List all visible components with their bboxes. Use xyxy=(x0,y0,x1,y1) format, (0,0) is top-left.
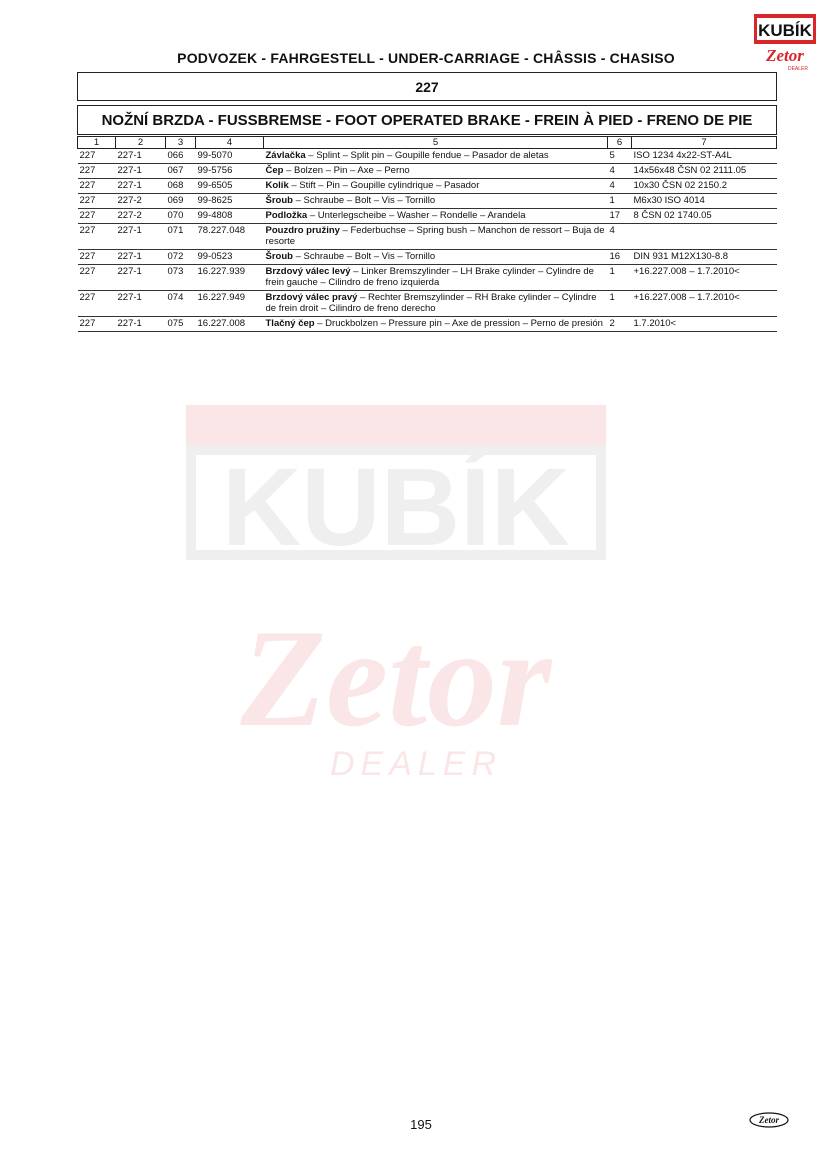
quantity-cell: 1 xyxy=(608,194,632,209)
position-cell: 071 xyxy=(166,224,196,250)
figure-cell: 227-1 xyxy=(116,164,166,179)
position-cell: 070 xyxy=(166,209,196,224)
table-row xyxy=(78,250,777,265)
column-header: 1 xyxy=(78,137,116,149)
note-cell: DIN 931 M12X130-8.8 xyxy=(632,250,777,265)
description-primary: Šroub xyxy=(265,195,293,206)
quantity-cell: 4 xyxy=(608,179,632,194)
watermark-zetor-text: Zetor xyxy=(240,601,552,756)
figure-cell: 227-1 xyxy=(116,149,166,164)
position-cell: 075 xyxy=(166,317,196,332)
subgroup-title: NOŽNÍ BRZDA - FUSSBREMSE - FOOT OPERATED BRAKE - FREIN À PIED - FRENO DE PIE xyxy=(101,111,753,129)
part-number-cell: 99-8625 xyxy=(196,194,264,209)
position-cell: 074 xyxy=(166,291,196,317)
table-row xyxy=(78,209,777,224)
note-cell: 14x56x48 ČSN 02 2111.05 xyxy=(632,164,777,179)
table-header-row xyxy=(78,137,777,149)
note-cell: 8 ČSN 02 1740.05 xyxy=(632,209,777,224)
group-cell: 227 xyxy=(78,224,116,250)
watermark-dealer-text: DEALER xyxy=(329,745,503,783)
position-cell: 069 xyxy=(166,194,196,209)
note-cell: 10x30 ČSN 02 2150.2 xyxy=(632,179,777,194)
section-title: PODVOZEK - FAHRGESTELL - UNDER-CARRIAGE - CHÂSSIS - CHASISO xyxy=(177,50,675,66)
description-primary: Kolík xyxy=(265,180,289,191)
figure-cell: 227-1 xyxy=(116,179,166,194)
figure-cell: 227-1 xyxy=(116,317,166,332)
description-cell xyxy=(264,164,608,179)
quantity-cell: 1 xyxy=(608,265,632,291)
group-cell: 227 xyxy=(78,149,116,164)
part-number-cell: 99-5070 xyxy=(196,149,264,164)
position-cell: 067 xyxy=(166,164,196,179)
table-row xyxy=(78,317,777,332)
description-translations: – Schraube – Bolt – Vis – Tornillo xyxy=(292,195,436,206)
note-cell: +16.227.008 – 1.7.2010< xyxy=(632,291,777,317)
note-cell: +16.227.008 – 1.7.2010< xyxy=(632,265,777,291)
position-cell: 073 xyxy=(166,265,196,291)
group-cell: 227 xyxy=(78,179,116,194)
group-number-box xyxy=(77,72,777,101)
table-row xyxy=(78,224,777,250)
figure-cell: 227-1 xyxy=(116,291,166,317)
watermark-kubik-text: KUBÍK xyxy=(221,446,571,569)
description-primary: Závlačka xyxy=(265,150,306,161)
part-number-cell: 16.227.949 xyxy=(196,291,264,317)
part-number-cell: 99-5756 xyxy=(196,164,264,179)
note-cell: M6x30 ISO 4014 xyxy=(632,194,777,209)
description-cell xyxy=(264,179,608,194)
figure-cell: 227-1 xyxy=(116,250,166,265)
subgroup-title-box xyxy=(77,105,777,135)
table-row xyxy=(78,194,777,209)
description-translations: – Bolzen – Pin – Axe – Perno xyxy=(283,165,410,176)
group-cell: 227 xyxy=(78,209,116,224)
description-translations: – Unterlegscheibe – Washer – Rondelle – Arandela xyxy=(307,210,526,221)
description-cell xyxy=(264,209,608,224)
column-header: 3 xyxy=(166,137,196,149)
description-primary: Brzdový válec pravý xyxy=(265,292,358,303)
quantity-cell: 5 xyxy=(608,149,632,164)
quantity-cell: 17 xyxy=(608,209,632,224)
note-cell: ISO 1234 4x22-ST-A4L xyxy=(632,149,777,164)
group-cell: 227 xyxy=(78,265,116,291)
note-cell xyxy=(632,224,777,250)
quantity-cell: 2 xyxy=(608,317,632,332)
description-cell xyxy=(264,265,608,291)
description-translations: – Federbuchse – Spring bush – Manchon de ressort – Buja de resorte xyxy=(265,225,605,247)
table-row xyxy=(78,291,777,317)
position-cell: 068 xyxy=(166,179,196,194)
parts-table xyxy=(77,136,777,332)
column-header: 6 xyxy=(608,137,632,149)
column-header: 5 xyxy=(264,137,608,149)
column-header: 7 xyxy=(632,137,777,149)
quantity-cell: 16 xyxy=(608,250,632,265)
description-primary: Šroub xyxy=(265,251,293,262)
description-primary: Podložka xyxy=(265,210,308,221)
dealer-logo-text: DEALER xyxy=(787,66,809,72)
description-cell xyxy=(264,291,608,317)
watermark-logo xyxy=(186,405,606,785)
figure-cell: 227-1 xyxy=(116,224,166,250)
quantity-cell: 4 xyxy=(608,164,632,179)
kubik-logo-text: KUBÍK xyxy=(758,21,812,40)
quantity-cell: 1 xyxy=(608,291,632,317)
column-header: 4 xyxy=(196,137,264,149)
column-header: 2 xyxy=(116,137,166,149)
part-number-cell: 78.227.048 xyxy=(196,224,264,250)
table-row xyxy=(78,149,777,164)
part-number-cell: 16.227.939 xyxy=(196,265,264,291)
part-number-cell: 99-0523 xyxy=(196,250,264,265)
figure-cell: 227-2 xyxy=(116,194,166,209)
description-cell xyxy=(264,317,608,332)
group-cell: 227 xyxy=(78,194,116,209)
description-primary: Brzdový válec levý xyxy=(265,266,351,277)
group-cell: 227 xyxy=(78,250,116,265)
figure-cell: 227-2 xyxy=(116,209,166,224)
group-cell: 227 xyxy=(78,317,116,332)
description-cell xyxy=(264,224,608,250)
description-translations: – Rechter Bremszylinder – RH Brake cylinder – Cylindre de frein droit – Cilindro de freno derecho xyxy=(265,292,597,314)
note-cell: 1.7.2010< xyxy=(632,317,777,332)
group-cell: 227 xyxy=(78,291,116,317)
part-number-cell: 16.227.008 xyxy=(196,317,264,332)
figure-cell: 227-1 xyxy=(116,265,166,291)
description-cell xyxy=(264,194,608,209)
part-number-cell: 99-6505 xyxy=(196,179,264,194)
footer-zetor-logo xyxy=(749,1112,789,1128)
group-number: 227 xyxy=(415,78,439,95)
description-translations: – Linker Bremszylinder – LH Brake cylinder – Cylindre de frein gauche – Cilindro de freno izquierda xyxy=(265,266,594,288)
zetor-logo-text: Zetor xyxy=(766,46,804,65)
description-translations: – Druckbolzen – Pressure pin – Axe de pression – Perno de presión xyxy=(314,318,603,329)
page-number: 195 xyxy=(410,1117,432,1132)
description-primary: Tlačný čep xyxy=(265,318,315,329)
footer-logo-text: Zetor xyxy=(759,1115,779,1125)
part-number-cell: 99-4808 xyxy=(196,209,264,224)
position-cell: 066 xyxy=(166,149,196,164)
group-cell: 227 xyxy=(78,164,116,179)
description-cell xyxy=(264,250,608,265)
table-row xyxy=(78,265,777,291)
description-primary: Pouzdro pružiny xyxy=(265,225,340,236)
description-primary: Čep xyxy=(265,165,284,176)
table-row xyxy=(78,164,777,179)
description-translations: – Stift – Pin – Goupille cylindrique – Pasador xyxy=(288,180,480,191)
description-cell xyxy=(264,149,608,164)
description-translations: – Schraube – Bolt – Vis – Tornillo xyxy=(292,251,436,262)
description-translations: – Splint – Split pin – Goupille fendue – Pasador de aletas xyxy=(305,150,549,161)
position-cell: 072 xyxy=(166,250,196,265)
table-row xyxy=(78,179,777,194)
quantity-cell: 4 xyxy=(608,224,632,250)
